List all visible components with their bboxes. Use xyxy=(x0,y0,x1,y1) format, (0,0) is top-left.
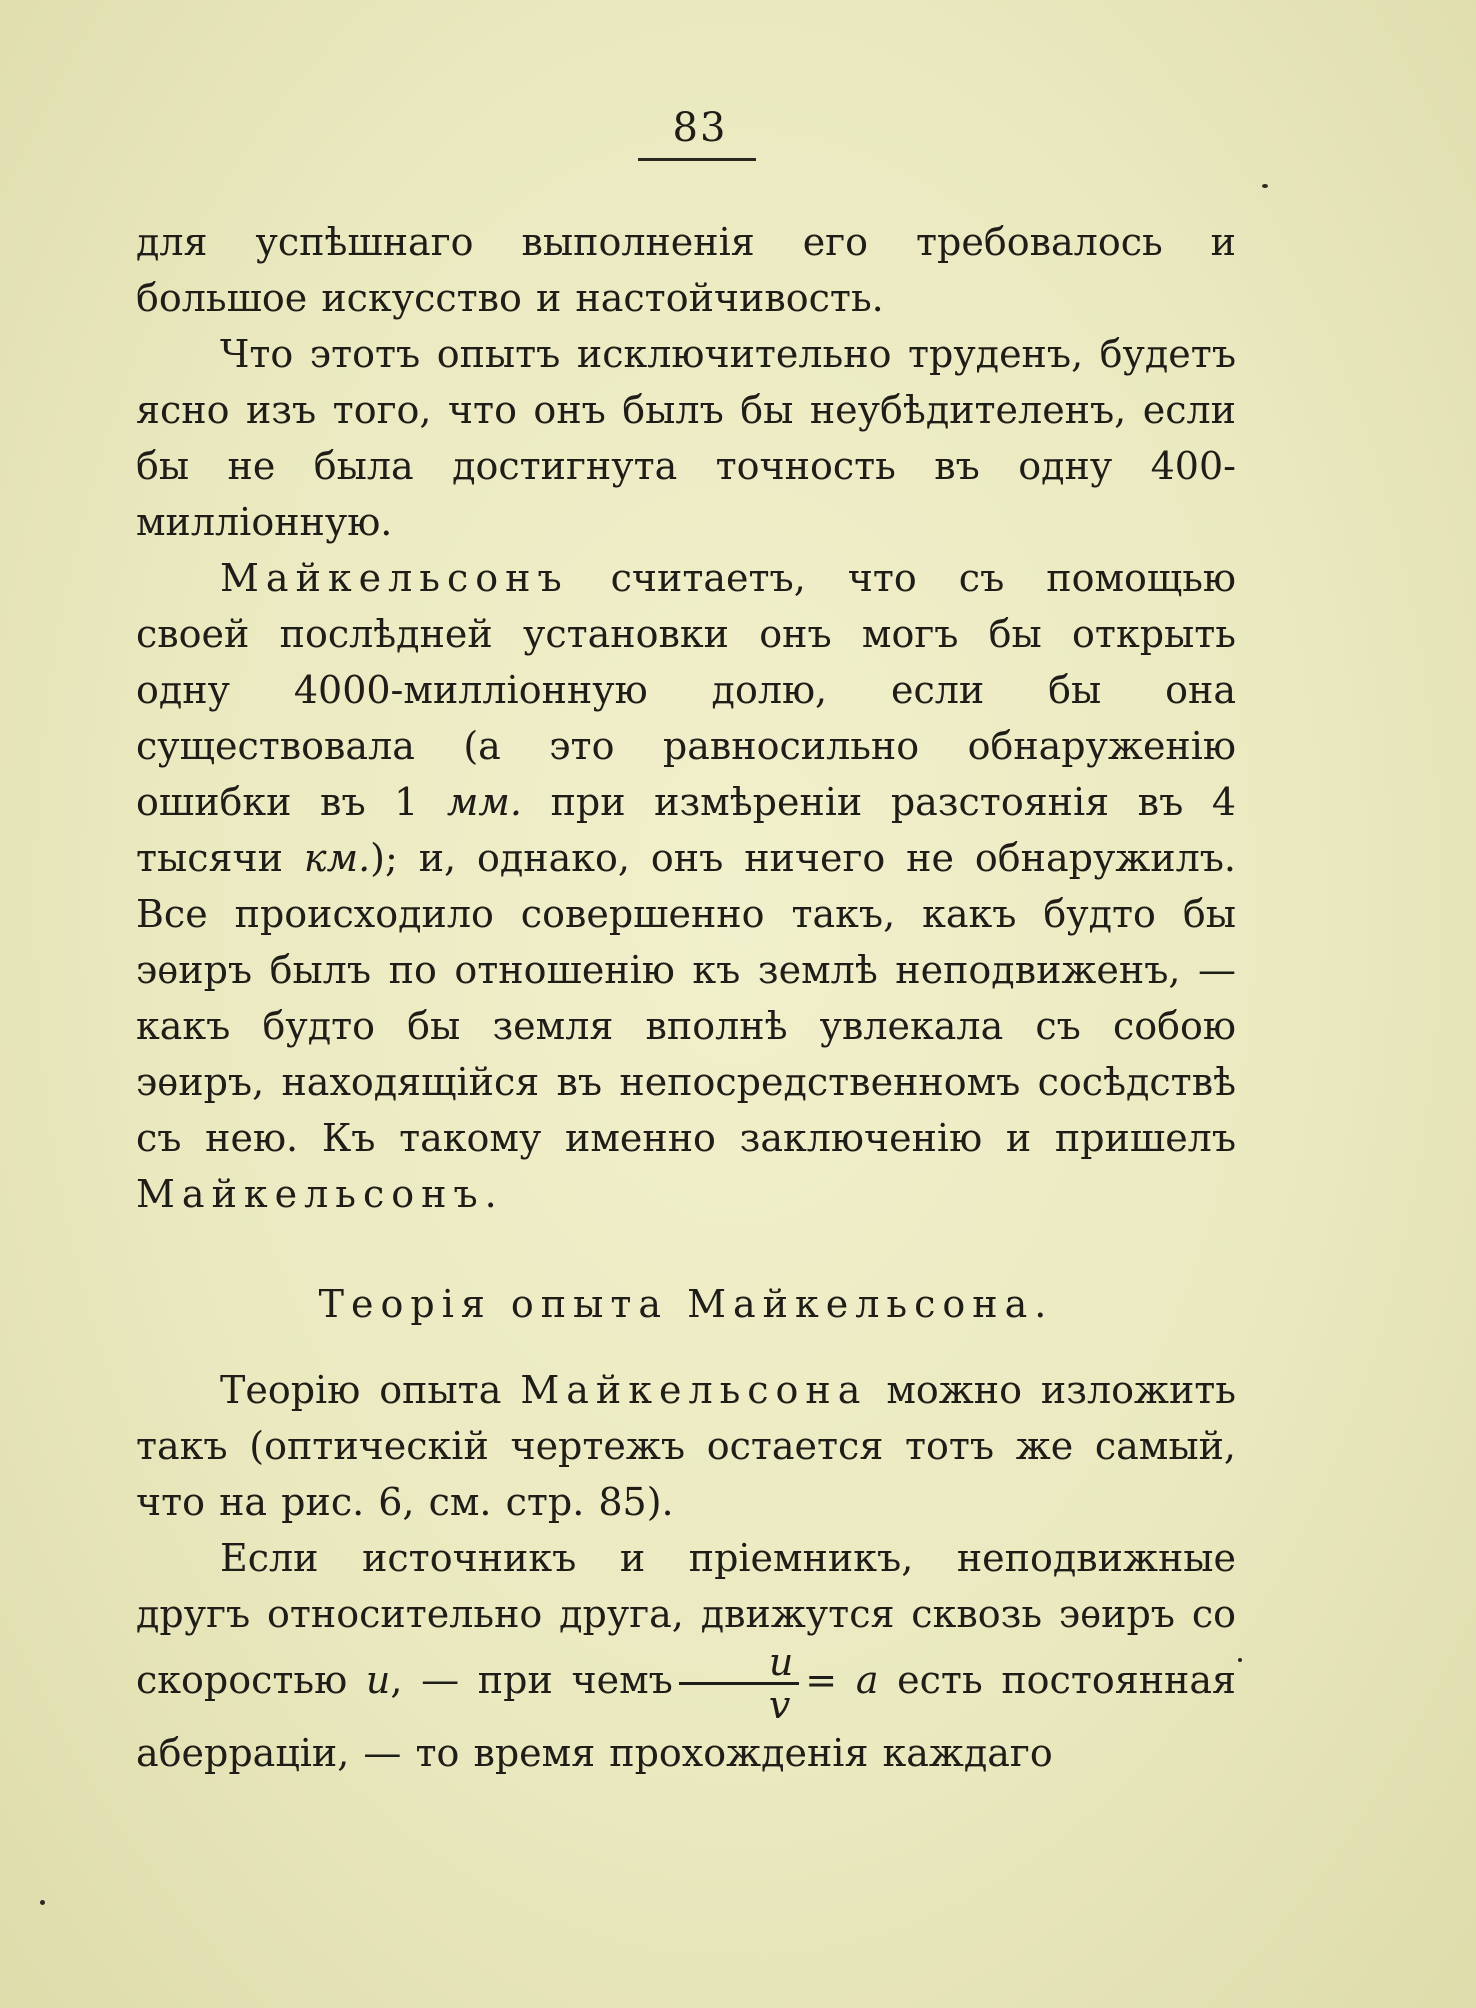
paragraph-3-part-c: ); и, однако, онъ ничего не обнаружилъ. Все происходило совершенно такъ, какъ будто бы эѳиръ былъ по отношенію къ землѣ неподвиженъ, — какъ будто бы земля вполнѣ увлекала съ собою эѳиръ, находящійся въ непосредственномъ сосѣдствѣ съ нею. Къ такому именно заключенію и пришелъ xyxy=(136,836,1236,1160)
name-michelson: Майкельсонъ xyxy=(220,556,569,600)
paragraph-3-part-b: при измѣреніи разстоянія въ 4 тысячи xyxy=(136,780,1236,880)
paragraph-5-part-c: есть постоянная аберраціи, — то время прохожденія каждаго xyxy=(136,1658,1236,1775)
paragraph-4 xyxy=(136,1362,1236,1530)
equals-sign: = xyxy=(805,1658,856,1702)
paragraph-5-part-a: Если источникъ и пріемникъ, неподвижные другъ относительно друга, движутся сквозь эѳиръ со скоростью xyxy=(136,1536,1236,1702)
section-heading: Теорія опыта Майкельсона. xyxy=(318,1282,1054,1326)
paper-speck xyxy=(1262,184,1268,188)
text-block-top xyxy=(136,214,1236,1222)
paragraph-1: для успѣшнаго выполненія его требовалось и большое искусство и настойчивость. xyxy=(136,220,1236,320)
unit-mm: мм. xyxy=(446,780,523,824)
fraction-denominator: v xyxy=(768,1683,791,1727)
variable-a: a xyxy=(855,1658,879,1702)
name-michelson-2: Майкельсонъ xyxy=(136,1172,485,1216)
paragraph-3-end: . xyxy=(484,1172,497,1216)
page-number: 83 xyxy=(672,105,728,151)
paper-speck xyxy=(1238,1658,1242,1662)
paragraph-2: Что этотъ опытъ исключительно труденъ, будетъ ясно изъ того, что онъ былъ бы неубѣдителенъ, если бы не была достигнута точность въ одну 400-милліонную. xyxy=(136,332,1236,544)
unit-km: км. xyxy=(303,836,371,880)
paper-speck xyxy=(40,1900,45,1905)
paragraph-5-part-b: , — при чемъ xyxy=(390,1658,673,1702)
paragraph-3-part-a: считаетъ, что съ помощью своей послѣдней установки онъ могъ бы открыть одну 4000-милліонную долю, если бы она существовала (а это равносильно обнаруженію ошибки въ 1 xyxy=(136,556,1236,824)
paragraph-3 xyxy=(136,550,1236,1222)
variable-u: u xyxy=(365,1658,391,1702)
paragraph-4-part-a: Теорію опыта xyxy=(220,1368,521,1412)
fraction-u-over-v xyxy=(679,1642,799,1725)
text-block-bottom xyxy=(136,1362,1236,1781)
page-number-rule xyxy=(638,158,756,161)
name-michelson-3: Майкельсона xyxy=(520,1368,868,1412)
paragraph-4-part-b: можно изложить такъ (оптическій чертежъ остается тотъ же самый, что на рис. 6, см. стр. 85). xyxy=(136,1368,1236,1524)
paragraph-5 xyxy=(136,1530,1236,1781)
fraction-numerator: u xyxy=(679,1642,799,1685)
